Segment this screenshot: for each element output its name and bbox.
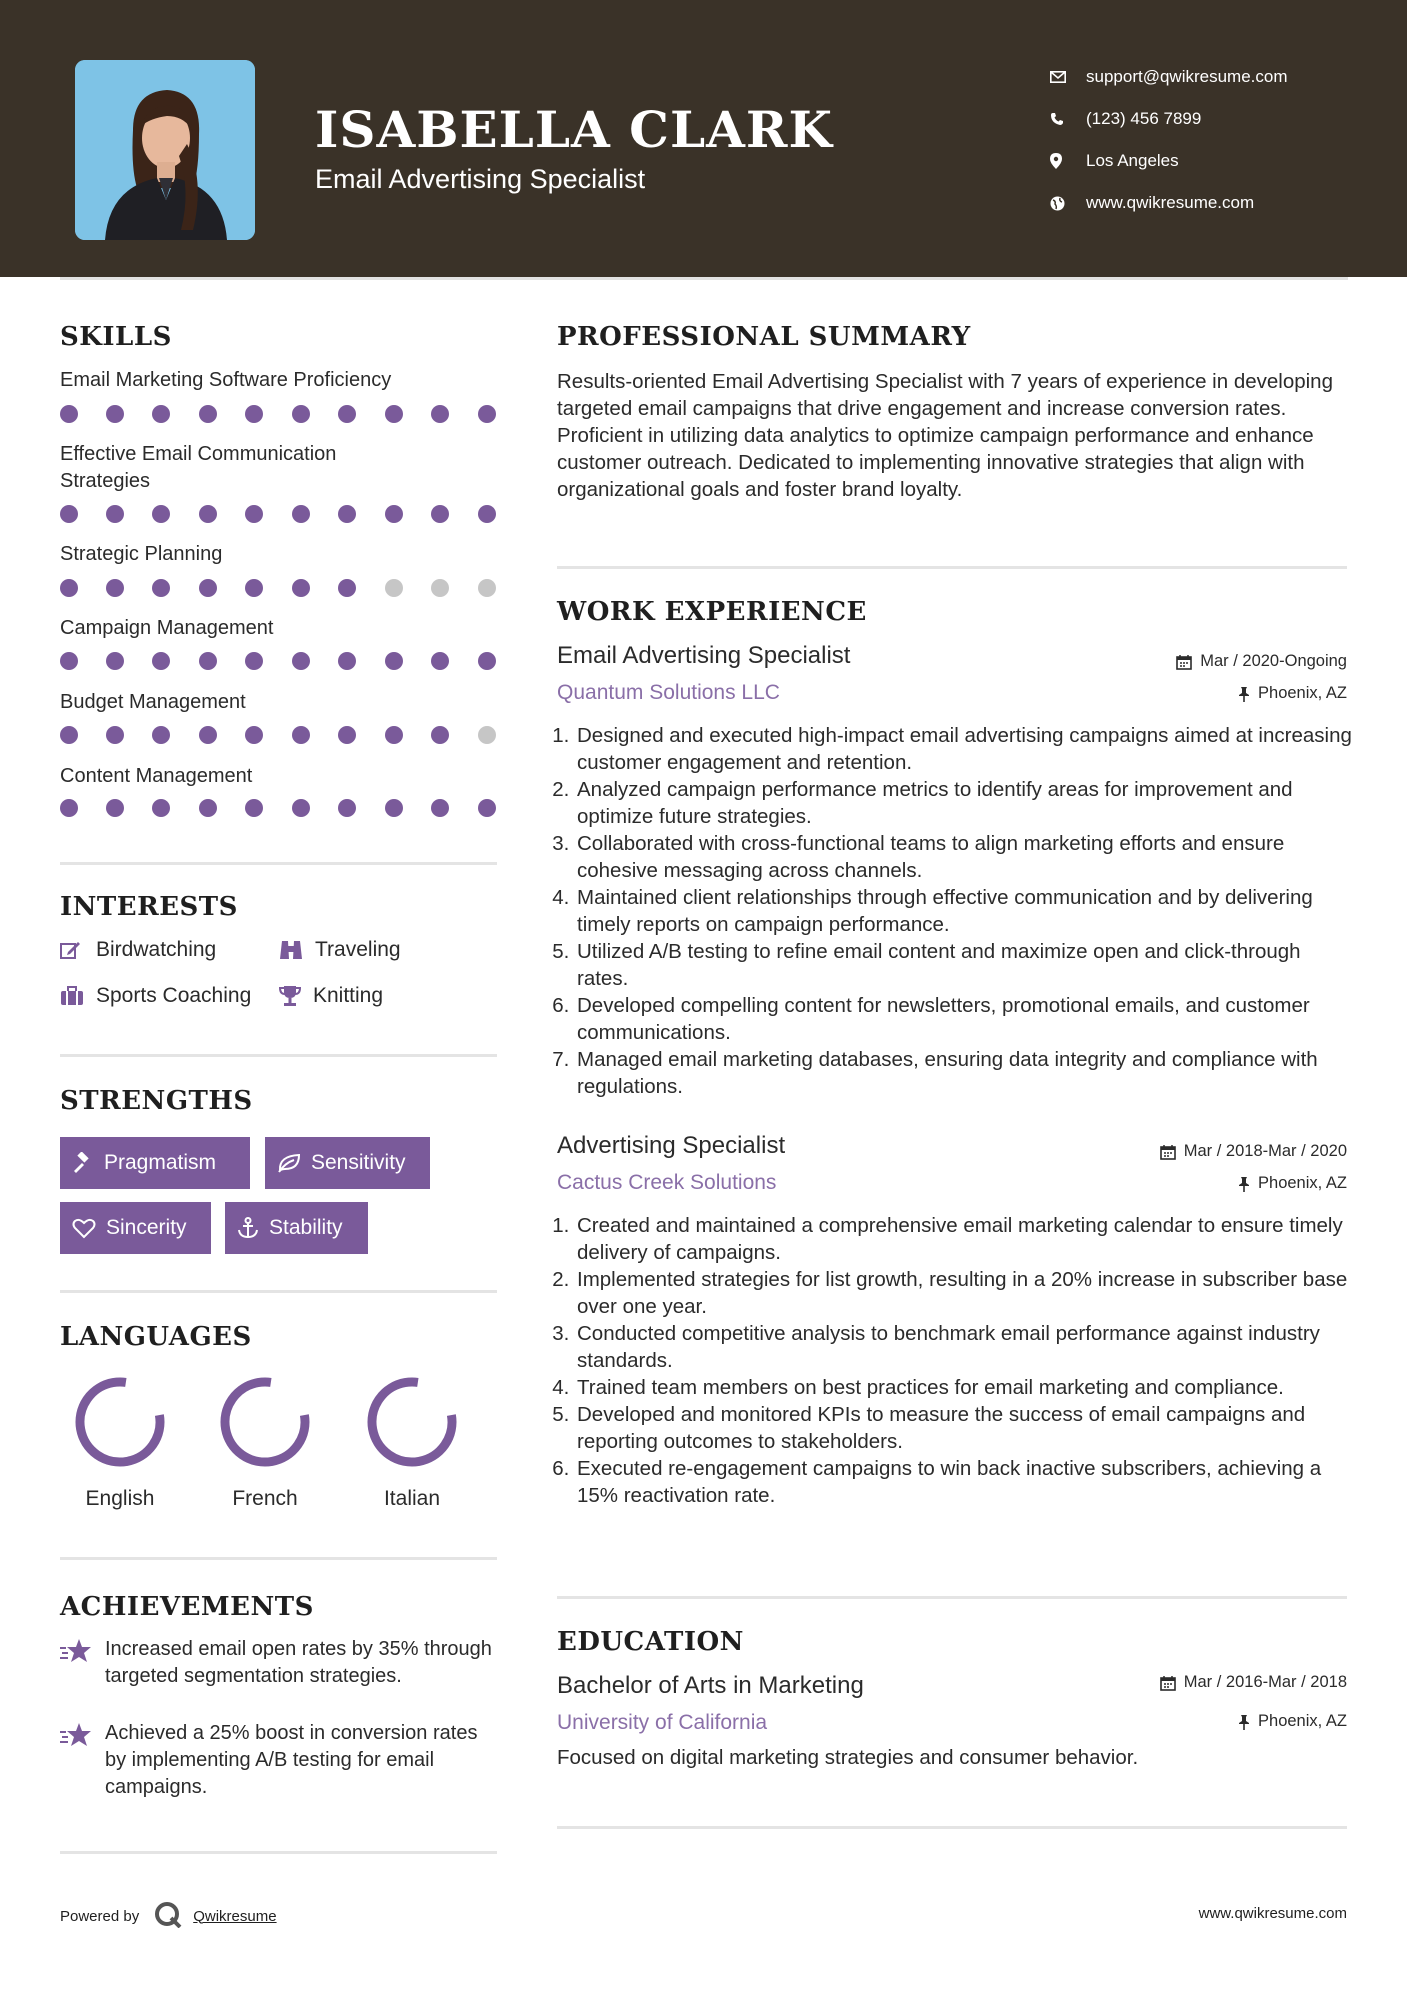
rating-dot-filled [245,505,263,523]
header-divider [60,277,1348,280]
heart-icon [72,1218,96,1239]
star-icon [60,1636,105,1690]
contact-location-text: Los Angeles [1086,151,1179,170]
strength-label: Stability [269,1216,343,1239]
language-level-arc [74,1376,167,1469]
job-duty: 4. Maintained client relationships through effective communication and by delivering timely reports on campaign performance. [575,884,1357,938]
rating-dot-filled [199,505,217,523]
edit-icon [60,940,96,960]
job-location [1238,1174,1347,1193]
skill-rating [60,579,500,597]
degree-name: Bachelor of Arts in Marketing [557,1672,864,1699]
job-title: Email Advertising Specialist [557,642,851,669]
contact-phone-text: (123) 456 7899 [1086,109,1202,128]
contact-website[interactable] [1050,182,1288,224]
rating-dot-filled [106,799,124,817]
strength-tag [60,1202,211,1254]
rating-dot-empty [478,726,496,744]
trophy-icon [279,985,313,1007]
job-location-text: Phoenix, AZ [1258,1174,1347,1192]
rating-dot-filled [338,652,356,670]
job-duty: 5. Utilized A/B testing to refine email content and maximize open and click-through rates. [575,938,1357,992]
rating-dot-filled [245,652,263,670]
language-name: Italian [383,1487,441,1510]
globe-icon [1050,196,1086,211]
gavel-icon [72,1152,94,1174]
skill-rating [60,405,500,423]
candidate-name: ISABELLA CLARK [315,100,833,159]
rating-dot-filled [245,726,263,744]
qwikresume-link[interactable]: Qwikresume [193,1907,277,1925]
interests-heading: INTERESTS [60,892,238,922]
school-name: University of California [557,1711,768,1734]
summary-text: Results-oriented Email Advertising Specialist with 7 years of experience in developing targeted email campaigns that drive engagement and increase conversion rates. Proficient in utilizing data analytics to optimize campaign performance and enhance customer outreach. Dedicated to implementing innovative strategies that align with organizational goals and foster brand loyalty. [557,370,1333,501]
job-duty: 3. Collaborated with cross-functional teams to align marketing efforts and ensure cohesive messaging across channels. [575,830,1357,884]
achievement-text: Increased email open rates by 35% through targeted segmentation strategies. [105,1638,492,1687]
candidate-title: Email Advertising Specialist [315,164,646,194]
calendar-icon [1176,654,1192,670]
job-duty: 6. Developed compelling content for newsletters, promotional emails, and customer communications. [575,992,1357,1046]
pushpin-icon [1238,1176,1250,1192]
rating-dot-filled [106,726,124,744]
calendar-icon [1160,1144,1176,1160]
language-level-arc [366,1376,459,1469]
job-duty: 4. Trained team members on best practices for email marketing and compliance. [575,1374,1357,1401]
rating-dot-filled [292,799,310,817]
interest-item [60,938,216,962]
job-duties-list [557,722,1357,1100]
rating-dot-empty [478,579,496,597]
rating-dot-filled [385,405,403,423]
rating-dot-empty [431,579,449,597]
contact-website-text: www.qwikresume.com [1086,193,1255,212]
experience-heading: WORK EXPERIENCE [557,597,867,627]
envelope-icon [1050,71,1086,83]
job-duty: 3. Conducted competitive analysis to benchmark email performance against industry standards. [575,1320,1357,1374]
achievements-heading: ACHIEVEMENTS [60,1592,314,1622]
rating-dot-filled [431,726,449,744]
briefcase-icon [60,986,96,1006]
rating-dot-filled [338,505,356,523]
leaf-icon [277,1153,301,1173]
rating-dot-filled [292,405,310,423]
language-name: English [85,1487,155,1510]
strength-label: Sensitivity [311,1151,406,1174]
language-ring [347,1372,477,1477]
footer-url[interactable]: www.qwikresume.com [1198,1905,1347,1922]
strengths-heading: STRENGTHS [60,1086,253,1116]
rating-dot-filled [199,726,217,744]
rating-dot-filled [431,799,449,817]
achievement-item [60,1636,500,1690]
rating-dot-filled [245,579,263,597]
powered-by-label: Powered by [60,1907,140,1925]
job-duty: 2. Implemented strategies for list growth, resulting in a 20% increase in subscriber base over one year. [575,1266,1357,1320]
rating-dot-filled [385,799,403,817]
job-duty: 5. Developed and monitored KPIs to measure the success of email campaigns and reporting outcomes to stakeholders. [575,1401,1357,1455]
achievement-text: Achieved a 25% boost in conversion rates by implementing A/B testing for email campaigns. [105,1722,478,1798]
rating-dot-filled [60,579,78,597]
education-dates [1160,1673,1347,1692]
rating-dot-filled [60,405,78,423]
interest-label: Birdwatching [96,938,217,961]
job-duty: 7. Managed email marketing databases, ensuring data integrity and compliance with regulations. [575,1046,1357,1100]
skill-name: Strategic Planning [60,543,223,565]
strength-tag [225,1202,368,1254]
company-name: Quantum Solutions LLC [557,681,780,704]
interest-label: Traveling [315,938,401,961]
rating-dot-empty [385,579,403,597]
skill-rating [60,505,500,523]
summary-heading: PROFESSIONAL SUMMARY [557,322,971,352]
rating-dot-filled [338,799,356,817]
skills-heading: SKILLS [60,322,172,352]
rating-dot-filled [152,652,170,670]
section-divider [60,1557,497,1560]
skill-name: Email Marketing Software Proficiency [60,369,392,391]
rating-dot-filled [478,405,496,423]
section-divider [557,1826,1347,1829]
rating-dot-filled [152,799,170,817]
education-dates-text: Mar / 2016-Mar / 2018 [1183,1673,1347,1691]
job-duty: 1. Designed and executed high-impact email advertising campaigns aimed at increasing customer engagement and retention. [575,722,1357,776]
rating-dot-filled [385,652,403,670]
skill-name: Effective Email Communication Strategies [60,443,337,492]
interest-item [279,984,383,1008]
section-divider [557,1596,1347,1599]
pushpin-icon [1238,686,1250,702]
rating-dot-filled [338,579,356,597]
skill-rating [60,652,500,670]
language-name: French [232,1487,298,1510]
interest-item [60,984,251,1008]
company-name: Cactus Creek Solutions [557,1171,777,1194]
job-dates-text: Mar / 2020-Ongoing [1200,652,1347,670]
interest-label: Sports Coaching [96,984,252,1007]
skill-name: Content Management [60,765,253,787]
calendar-icon [1160,1675,1176,1691]
map-pin-icon [1050,153,1086,169]
rating-dot-filled [431,405,449,423]
job-duty: 1. Created and maintained a comprehensive email marketing calendar to ensure timely delivery of campaigns. [575,1212,1357,1266]
job-dates-text: Mar / 2018-Mar / 2020 [1183,1142,1347,1160]
job-duty: 6. Executed re-engagement campaigns to win back inactive subscribers, achieving a 15% reactivation rate. [575,1455,1357,1509]
job-location-text: Phoenix, AZ [1258,684,1347,702]
section-divider [60,1851,497,1854]
rating-dot-filled [152,726,170,744]
rating-dot-filled [338,726,356,744]
rating-dot-filled [431,505,449,523]
skill-rating [60,799,500,817]
strength-label: Pragmatism [104,1151,217,1174]
rating-dot-filled [478,652,496,670]
language-level-arc [219,1376,312,1469]
strength-label: Sincerity [106,1216,187,1239]
job-duty: 2. Analyzed campaign performance metrics to identify areas for improvement and optimize future strategies. [575,776,1357,830]
rating-dot-filled [292,505,310,523]
rating-dot-filled [60,505,78,523]
rating-dot-filled [292,652,310,670]
section-divider [60,1290,497,1293]
profile-photo [75,60,255,240]
contact-email[interactable] [1050,56,1288,98]
languages-heading: LANGUAGES [60,1322,252,1352]
rating-dot-filled [245,799,263,817]
rating-dot-filled [199,579,217,597]
education-location-text: Phoenix, AZ [1258,1712,1347,1730]
rating-dot-filled [385,505,403,523]
rating-dot-filled [60,726,78,744]
rating-dot-filled [106,652,124,670]
rating-dot-filled [106,579,124,597]
qwikresume-logo-icon [153,1900,183,1932]
rating-dot-filled [292,579,310,597]
contact-phone[interactable] [1050,98,1288,140]
footer-powered-by [60,1900,277,1932]
rating-dot-filled [60,799,78,817]
rating-dot-filled [60,652,78,670]
rating-dot-filled [152,579,170,597]
contact-location [1050,140,1288,182]
anchor-icon [237,1217,259,1239]
job-title: Advertising Specialist [557,1132,786,1159]
rating-dot-filled [152,405,170,423]
language-ring [55,1372,185,1477]
section-divider [557,566,1347,569]
interest-item [279,938,401,962]
skill-name: Campaign Management [60,617,274,639]
contact-email-text: support@qwikresume.com [1086,67,1288,86]
interest-label: Knitting [313,984,384,1007]
job-duties-list [557,1212,1357,1509]
person-avatar-icon [75,60,255,240]
rating-dot-filled [385,726,403,744]
phone-icon [1050,112,1086,126]
education-location [1238,1712,1347,1731]
rating-dot-filled [338,405,356,423]
rating-dot-filled [292,726,310,744]
section-divider [60,1054,497,1057]
job-dates [1176,652,1347,671]
rating-dot-filled [106,405,124,423]
achievement-item [60,1720,500,1801]
rating-dot-filled [245,405,263,423]
education-heading: EDUCATION [557,1627,744,1657]
rating-dot-filled [478,799,496,817]
skill-rating [60,726,500,744]
resume-header [0,0,1407,277]
contact-info [1050,56,1288,224]
pushpin-icon [1238,1714,1250,1730]
binoculars-icon [279,939,315,961]
language-ring [200,1372,330,1477]
rating-dot-filled [199,799,217,817]
rating-dot-filled [199,652,217,670]
rating-dot-filled [106,505,124,523]
education-description: Focused on digital marketing strategies and consumer behavior. [557,1746,1139,1769]
star-icon [60,1720,105,1801]
rating-dot-filled [199,405,217,423]
strength-tag [60,1137,250,1189]
rating-dot-filled [431,652,449,670]
job-location [1238,684,1347,703]
section-divider [60,862,497,865]
strength-tag [265,1137,430,1189]
skill-name: Budget Management [60,691,246,713]
job-dates [1160,1142,1347,1161]
rating-dot-filled [152,505,170,523]
rating-dot-filled [478,505,496,523]
